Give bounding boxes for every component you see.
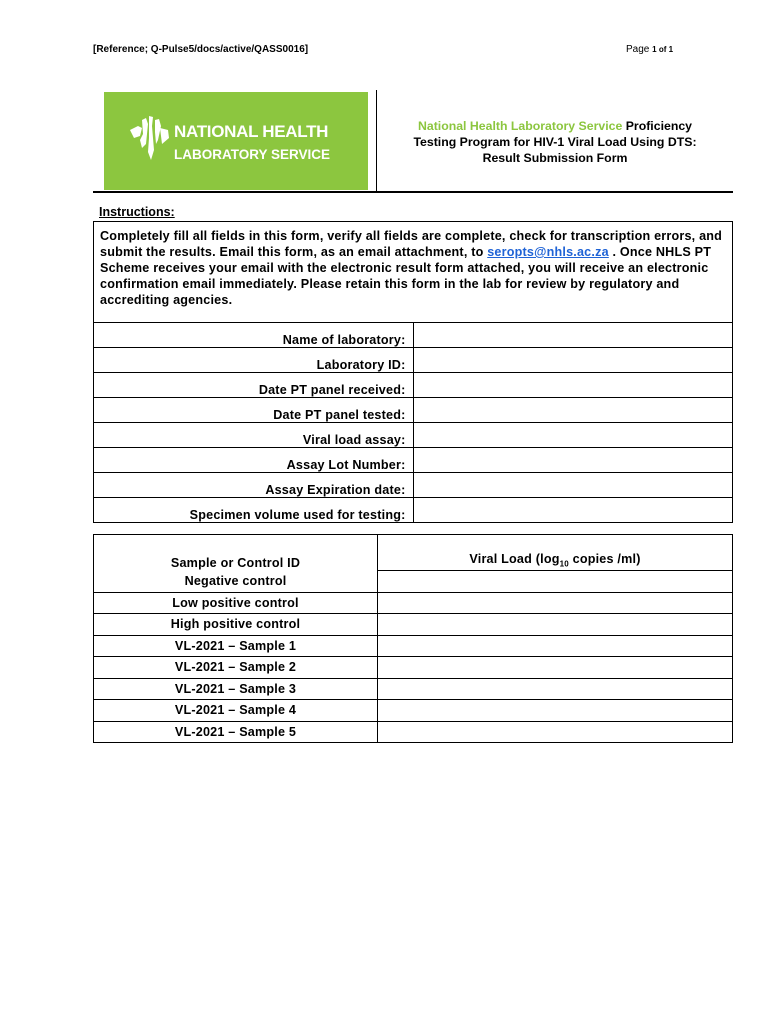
sample-id: VL-2021 – Sample 4 <box>94 700 378 722</box>
page-count: 1 of 1 <box>652 45 674 54</box>
viral-load-input[interactable] <box>378 700 733 722</box>
field-label: Assay Lot Number: <box>94 448 414 473</box>
viral-load-input[interactable] <box>378 635 733 657</box>
viral-load-header-suffix: copies /ml) <box>568 552 641 567</box>
title-line-1-rest: Proficiency <box>622 119 693 133</box>
viral-load-input[interactable] <box>378 571 733 593</box>
sample-id: Negative control <box>94 571 378 593</box>
nhls-logo <box>104 92 368 190</box>
table-row <box>94 678 733 700</box>
viral-load-header-subscript: 10 <box>559 560 569 569</box>
table-row <box>94 614 733 636</box>
viral-load-header-prefix: Viral Load (log <box>469 552 560 567</box>
expiration-date-field[interactable] <box>413 473 733 498</box>
results-table <box>93 534 733 743</box>
page-number <box>626 44 673 55</box>
page-label: Page <box>626 44 653 55</box>
table-row <box>94 571 733 593</box>
instructions-text <box>94 222 733 323</box>
table-row <box>94 635 733 657</box>
header-divider-horizontal <box>93 191 733 193</box>
field-label: Date PT panel tested: <box>94 398 414 423</box>
table-row <box>94 657 733 679</box>
field-label: Laboratory ID: <box>94 348 414 373</box>
lab-information-form <box>93 221 733 523</box>
sample-id: VL-2021 – Sample 3 <box>94 678 378 700</box>
instructions-heading: Instructions: <box>99 205 175 219</box>
viral-load-input[interactable] <box>378 592 733 614</box>
viral-load-input[interactable] <box>378 657 733 679</box>
lab-name-field[interactable] <box>413 323 733 348</box>
sample-id: VL-2021 – Sample 5 <box>94 721 378 743</box>
africa-hands-icon <box>128 114 172 164</box>
viral-load-input[interactable] <box>378 721 733 743</box>
logo-line-2: LABORATORY SERVICE <box>174 147 331 162</box>
column-header-sample-id: Sample or Control ID <box>94 535 378 571</box>
field-label: Assay Expiration date: <box>94 473 414 498</box>
field-label: Date PT panel received: <box>94 373 414 398</box>
header-divider-vertical <box>376 90 377 192</box>
field-label: Viral load assay: <box>94 423 414 448</box>
document-reference: [Reference; Q-Pulse5/docs/active/QASS0016] <box>93 44 309 55</box>
lot-number-field[interactable] <box>413 448 733 473</box>
title-line-3: Result Submission Form <box>482 151 628 165</box>
sample-id: Low positive control <box>94 592 378 614</box>
field-label: Name of laboratory: <box>94 323 414 348</box>
column-header-viral-load <box>378 535 733 571</box>
email-link[interactable]: seropts@nhls.ac.za <box>487 245 609 259</box>
logo-line-1: NATIONAL HEALTH <box>174 122 329 141</box>
instructions-part-1: Completely fill all fields in this form, verify all fields are complete, check for transcription errors, and submit the results. Email this form, as an email attachment, to <box>100 229 723 259</box>
viral-load-input[interactable] <box>378 614 733 636</box>
assay-field[interactable] <box>413 423 733 448</box>
sample-id: High positive control <box>94 614 378 636</box>
form-title <box>380 118 730 166</box>
table-row <box>94 700 733 722</box>
date-received-field[interactable] <box>413 373 733 398</box>
instructions-part-2: . Once NHLS PT Scheme receives your email with the electronic result form attached, you will receive an electronic confirmation email immediately. Please retain this form in the lab for review by regulatory and accrediting agencies. <box>100 245 712 307</box>
table-row <box>94 592 733 614</box>
title-line-2: Testing Program for HIV-1 Viral Load Using DTS: <box>413 135 697 149</box>
date-tested-field[interactable] <box>413 398 733 423</box>
title-organization: National Health Laboratory Service <box>417 119 623 133</box>
table-row <box>94 721 733 743</box>
lab-id-field[interactable] <box>413 348 733 373</box>
specimen-volume-field[interactable] <box>413 498 733 523</box>
sample-id: VL-2021 – Sample 1 <box>94 635 378 657</box>
sample-id: VL-2021 – Sample 2 <box>94 657 378 679</box>
field-label: Specimen volume used for testing: <box>94 498 414 523</box>
viral-load-input[interactable] <box>378 678 733 700</box>
